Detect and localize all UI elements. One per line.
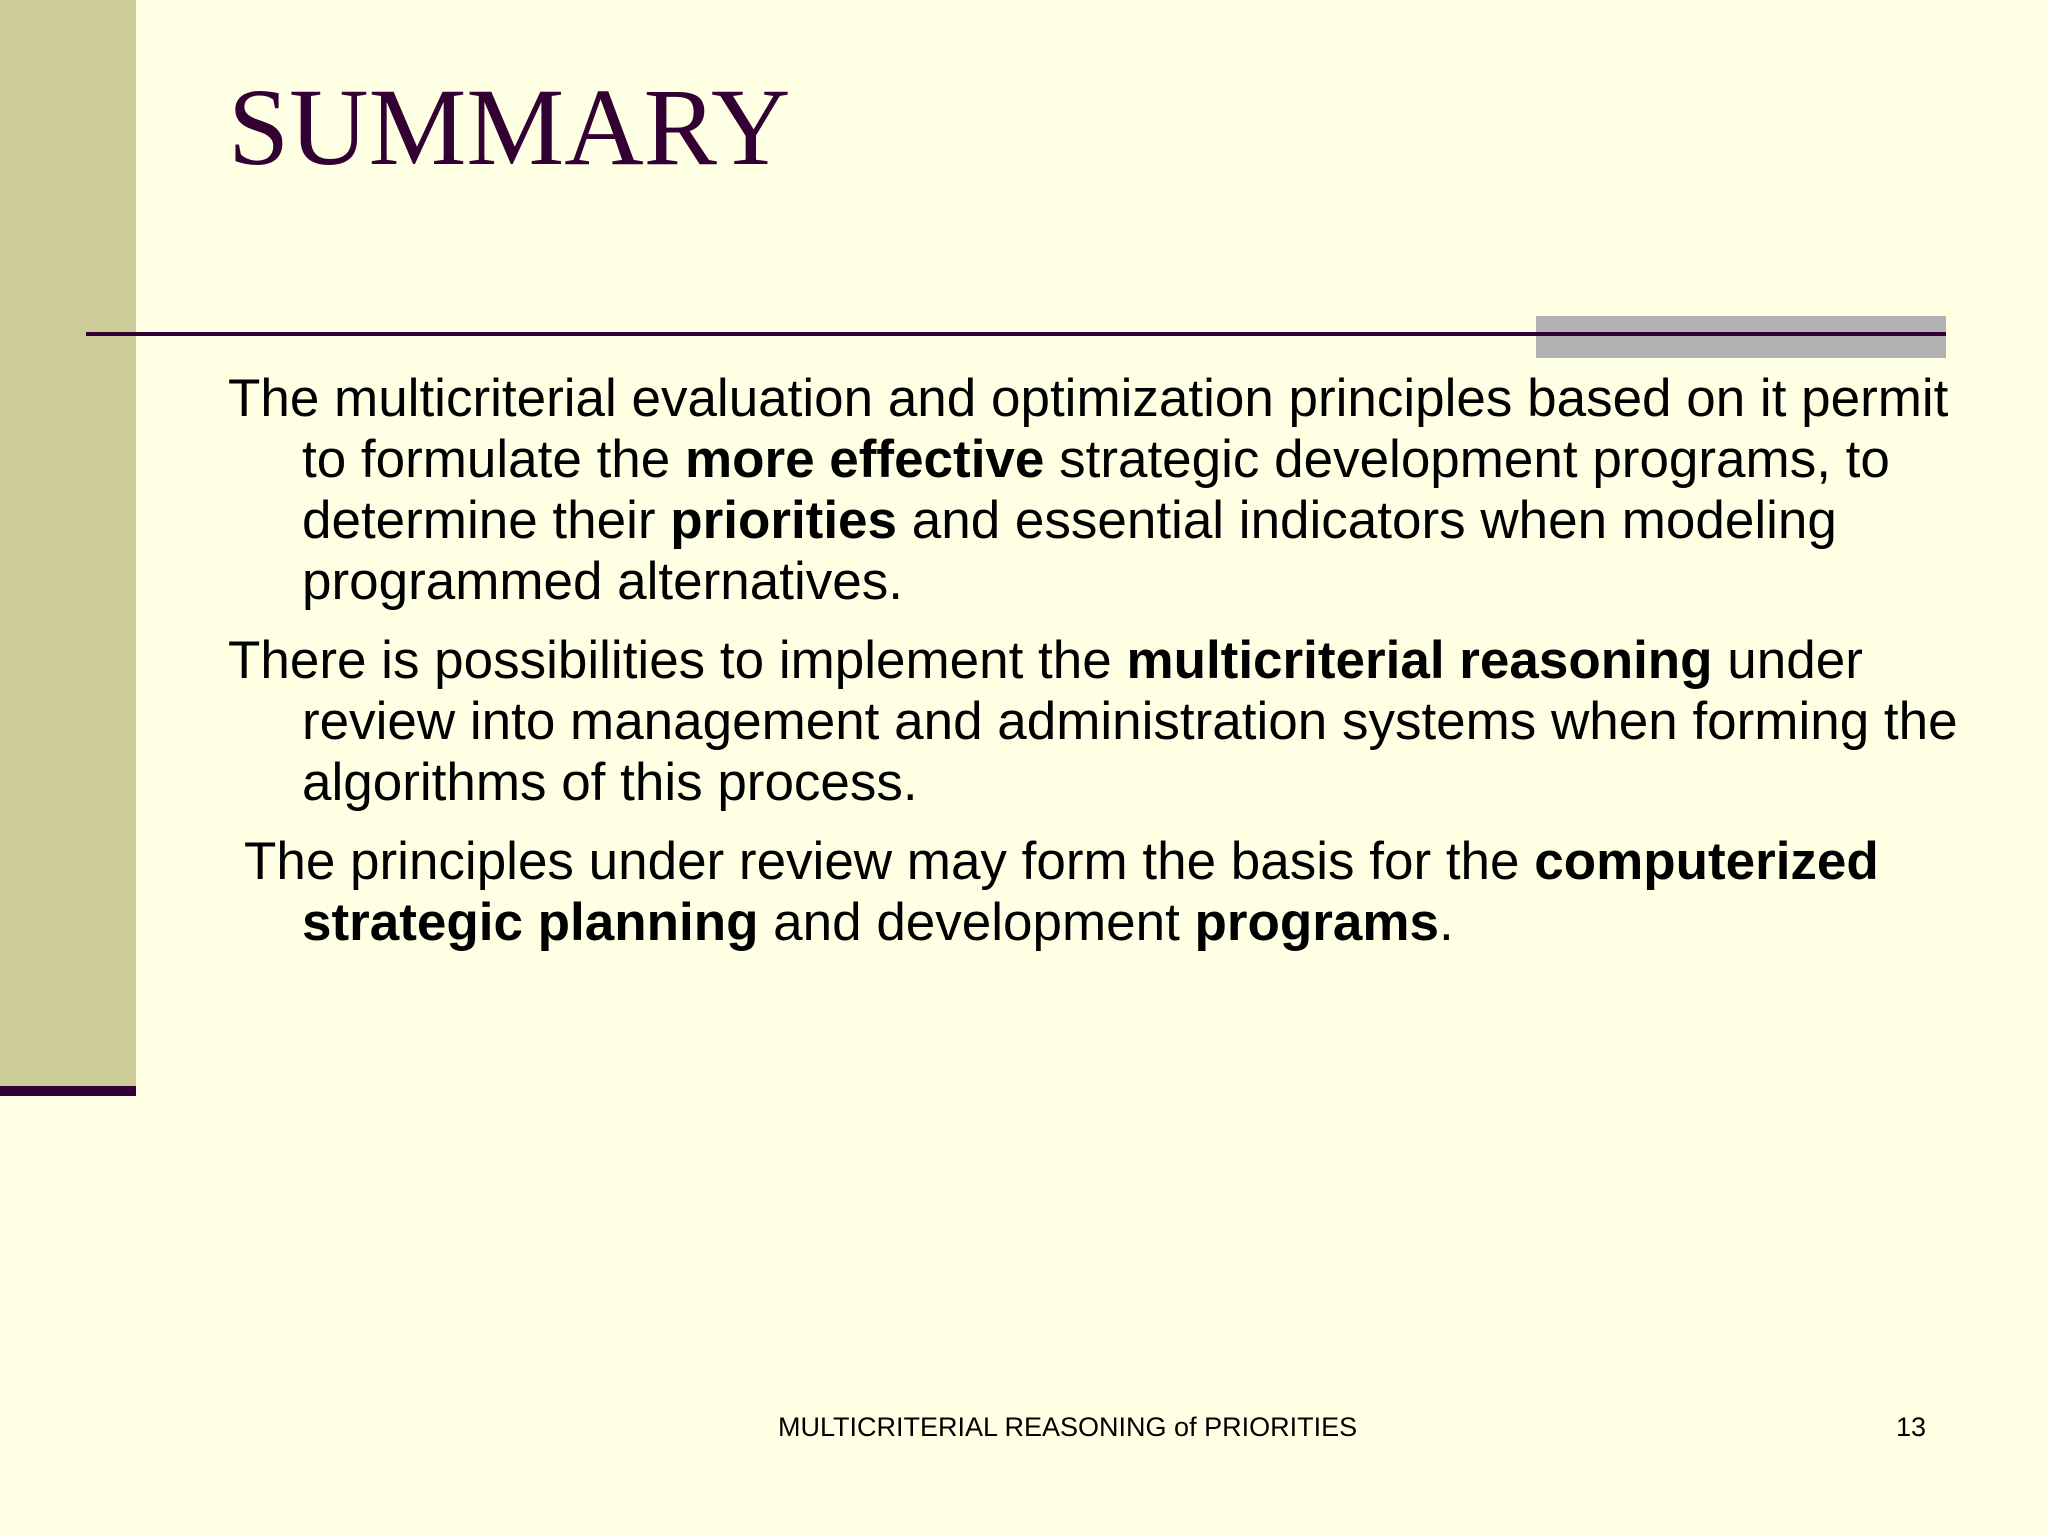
text-run: There is possibilities to implement the: [228, 631, 1127, 690]
slide-sidebar-foot-line: [0, 1086, 136, 1096]
slide-title: SUMMARY: [228, 66, 791, 188]
text-run: strategic development programs, to determine their: [302, 430, 1890, 550]
text-run: The principles under review may form the basis for the: [244, 832, 1535, 891]
paragraph-2: [228, 630, 1958, 813]
title-rule-accent: [1536, 316, 1946, 358]
paragraph-3: [228, 831, 1958, 953]
text-run: under review into management and administration systems when forming the algorithms of this process.: [302, 631, 1958, 812]
text-run: and development: [758, 893, 1195, 952]
text-run-bold: multicriterial reasoning: [1126, 631, 1713, 690]
title-rule: [86, 332, 1946, 336]
slide-sidebar-band: [0, 0, 136, 1086]
text-run: The multicriterial evaluation and optimization principles based on it permit to formulate the: [228, 369, 1949, 489]
slide-body: [228, 368, 1958, 971]
text-run: .: [1439, 893, 1454, 952]
text-run-bold: more effective: [684, 430, 1045, 489]
page-number: 13: [1896, 1412, 1927, 1442]
text-run-bold: programs: [1194, 893, 1439, 952]
paragraph-1: [228, 368, 1958, 612]
text-run-bold: computerized strategic planning: [302, 832, 1879, 952]
slide-footer: MULTICRITERIAL REASONING of PRIORITIES: [778, 1412, 1358, 1442]
text-run-bold: priorities: [670, 491, 898, 550]
text-run: and essential indicators when modeling programmed alternatives.: [302, 491, 1837, 611]
